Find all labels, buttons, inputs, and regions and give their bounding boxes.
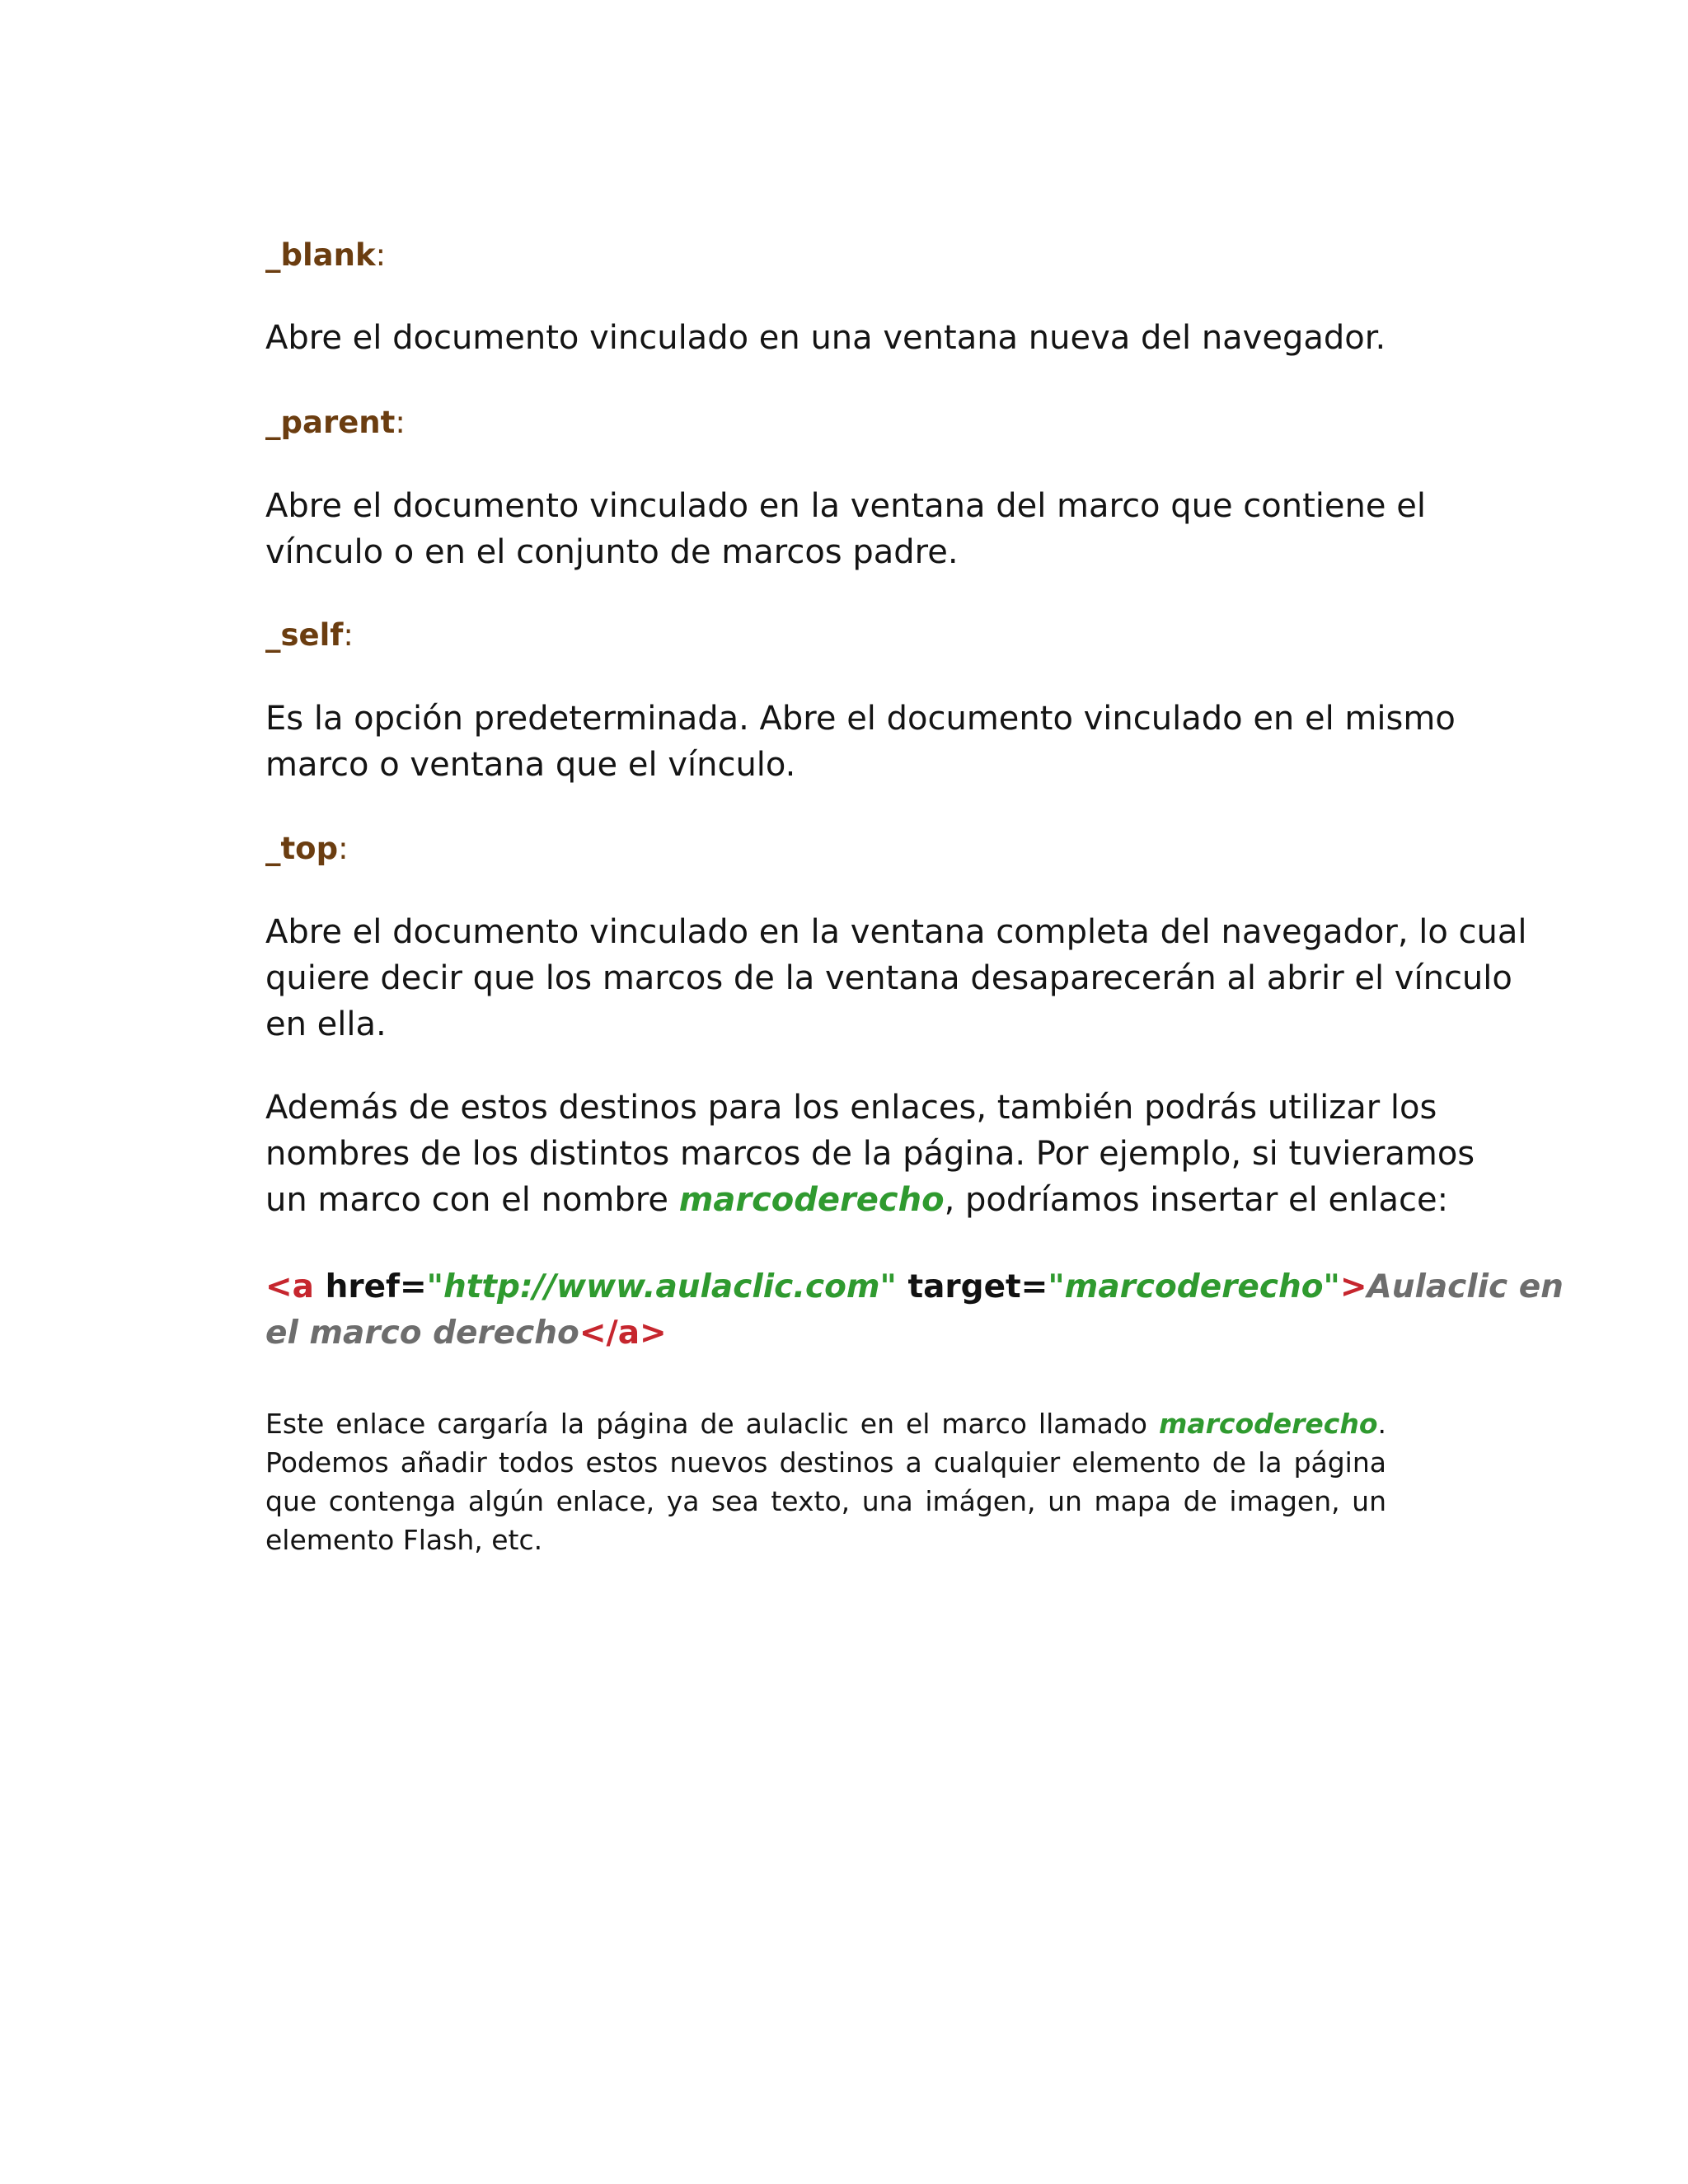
code-open-tag: <a [265, 1268, 314, 1305]
code-line-2 [265, 1310, 1411, 1357]
code-end-tag: </a> [579, 1315, 667, 1352]
description-line: Abre el documento vinculado en una ventana nueva del navegador. [265, 319, 1386, 357]
description-line: Abre el documento vinculado en la ventana completa del navegador, lo cual [265, 913, 1527, 951]
description-line: Abre el documento vinculado en la ventana del marco que contiene el [265, 487, 1426, 525]
code-target-attr: target= [896, 1268, 1048, 1305]
description-line: Es la opción predeterminada. Abre el documento vinculado en el mismo [265, 700, 1456, 738]
term-self: _self: [265, 617, 354, 653]
frame-name: marcoderecho [678, 1181, 945, 1219]
intro-line: Además de estos destinos para los enlaces, también podrás utilizar los [265, 1089, 1437, 1127]
term-top: _top: [265, 831, 349, 866]
frame-name: marcoderecho [1158, 1408, 1378, 1440]
description-line: quiere decir que los marcos de la ventana desaparecerán al abrir el vínculo [265, 959, 1512, 997]
description-line: marco o ventana que el vínculo. [265, 746, 796, 784]
code-href-value: "http://www.aulaclic.com" [426, 1268, 897, 1305]
description-parent [265, 483, 1426, 575]
description-self [265, 696, 1456, 788]
code-href-attr: href= [314, 1268, 427, 1305]
code-link-text: Aulaclic en [1367, 1268, 1564, 1305]
description-blank [265, 315, 1411, 361]
intro-line: nombres de los distintos marcos de la página. Por ejemplo, si tuvieramos [265, 1135, 1475, 1173]
description-line: vínculo o en el conjunto de marcos padre. [265, 533, 959, 571]
term-parent: _parent: [265, 405, 406, 440]
code-example [265, 1264, 1564, 1357]
code-target-value: "marcoderecho" [1048, 1268, 1340, 1305]
code-close-bracket: > [1339, 1268, 1367, 1305]
term-blank: _blank: [265, 237, 387, 273]
explanation-paragraph: Este enlace cargaría la página de aulaclic en el marco llamado marcoderecho. Podemos añadir todos estos nuevos destinos a cualquier elemento de la página que contenga algún enlace, ya sea texto, una imágen, un mapa de imagen, un elemento Flash, etc. [265, 1408, 1386, 1556]
intro-line: un marco con el nombre marcoderecho, podríamos insertar el enlace: [265, 1181, 1449, 1219]
code-line-1 [265, 1264, 1564, 1310]
description-line: en ella. [265, 1005, 387, 1043]
code-link-text: el marco derecho [265, 1315, 579, 1352]
description-top [265, 909, 1527, 1047]
intro-paragraph [265, 1085, 1475, 1223]
